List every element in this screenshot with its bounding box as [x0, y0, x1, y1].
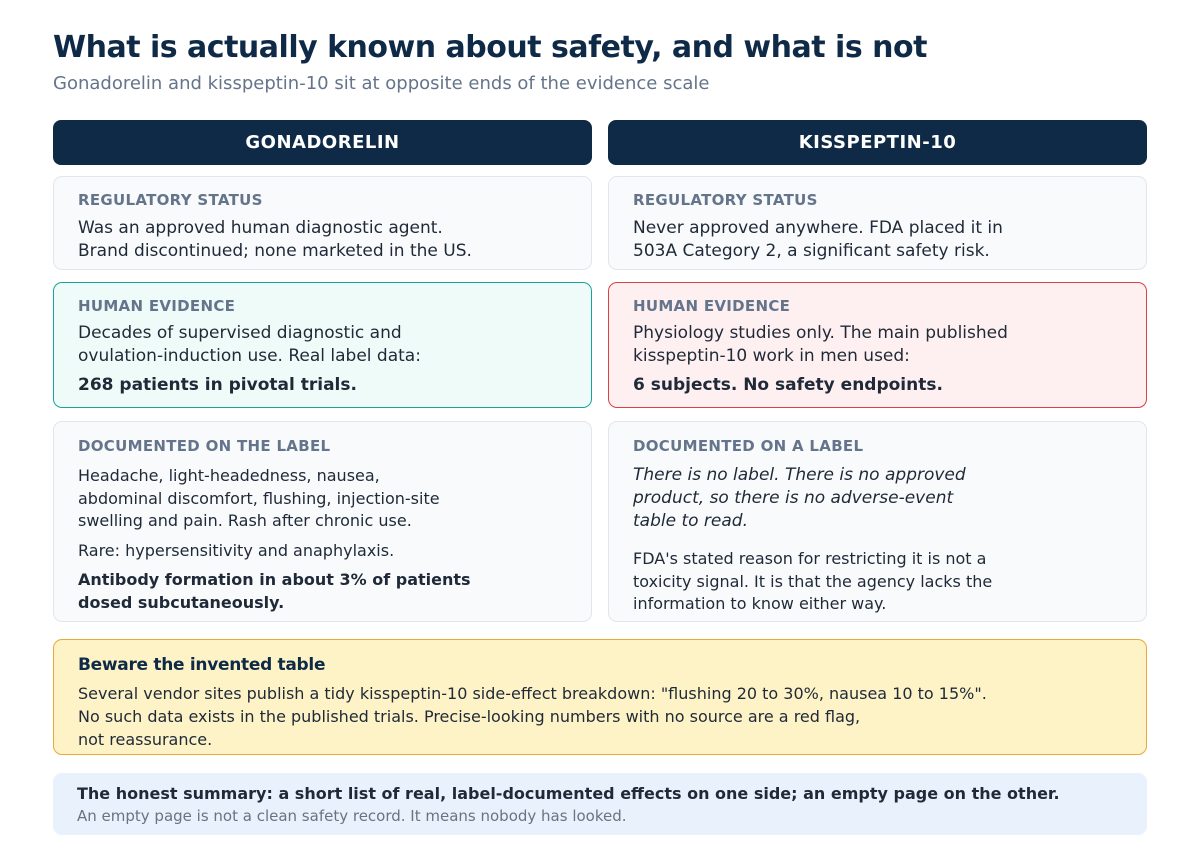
card-italic-text: product, so there is no adverse-event	[633, 488, 954, 508]
card-label: DOCUMENTED ON A LABEL	[633, 437, 864, 455]
card-text: Physiology studies only. The main published	[633, 323, 1008, 343]
card-text: Was an approved human diagnostic agent.	[78, 218, 443, 238]
card-highlight: Antibody formation in about 3% of patients	[78, 570, 471, 589]
warning-text: not reassurance.	[78, 730, 213, 749]
card-text: swelling and pain. Rash after chronic use.	[78, 511, 412, 530]
warning-text: Several vendor sites publish a tidy kisspeptin-10 side-effect breakdown: "flushing 20 to 30%, nausea 10 to 15%".	[78, 684, 987, 703]
card-highlight: 6 subjects. No safety endpoints.	[633, 375, 943, 395]
card-text: Never approved anywhere. FDA placed it in	[633, 218, 1003, 238]
card-italic-text: There is no label. There is no approved	[633, 465, 966, 485]
card-highlight: 268 patients in pivotal trials.	[78, 375, 357, 395]
card-text: FDA's stated reason for restricting it is not a	[633, 549, 987, 568]
warning-title: Beware the invented table	[78, 655, 326, 675]
column-header-gonadorelin: GONADORELIN	[53, 120, 592, 165]
card-text: Headache, light-headedness, nausea,	[78, 466, 380, 485]
kisspeptin-regulatory-card	[608, 176, 1147, 270]
summary-headline: The honest summary: a short list of real, label-documented effects on one side; an empty page on the other.	[77, 784, 1060, 803]
card-text: 503A Category 2, a significant safety risk.	[633, 241, 990, 261]
gonadorelin-evidence-card	[53, 282, 592, 408]
card-label: REGULATORY STATUS	[633, 191, 818, 209]
page-title: What is actually known about safety, and what is not	[53, 30, 927, 65]
card-label: REGULATORY STATUS	[78, 191, 263, 209]
card-text: information to know either way.	[633, 594, 887, 613]
card-text: kisspeptin-10 work in men used:	[633, 346, 910, 366]
card-label: HUMAN EVIDENCE	[633, 297, 791, 315]
page-subtitle: Gonadorelin and kisspeptin-10 sit at opposite ends of the evidence scale	[53, 73, 710, 94]
card-text: Brand discontinued; none marketed in the US.	[78, 241, 472, 261]
warning-text: No such data exists in the published trials. Precise-looking numbers with no source are a red flag,	[78, 707, 861, 726]
summary-callout	[53, 773, 1147, 835]
kisspeptin-evidence-card	[608, 282, 1147, 408]
card-text: abdominal discomfort, flushing, injection-site	[78, 488, 440, 508]
summary-subtext: An empty page is not a clean safety record. It means nobody has looked.	[77, 807, 627, 825]
warning-callout	[53, 639, 1147, 755]
card-label: DOCUMENTED ON THE LABEL	[78, 437, 331, 455]
card-text: Rare: hypersensitivity and anaphylaxis.	[78, 540, 395, 560]
card-highlight: dosed subcutaneously.	[78, 592, 285, 612]
card-text: ovulation-induction use. Real label data:	[78, 346, 421, 366]
card-text: Decades of supervised diagnostic and	[78, 323, 402, 343]
column-header-kisspeptin: KISSPEPTIN-10	[608, 120, 1147, 165]
card-italic-text: table to read.	[633, 511, 748, 531]
gonadorelin-label-card	[53, 421, 592, 622]
card-text: toxicity signal. It is that the agency lacks the	[633, 571, 993, 591]
card-label: HUMAN EVIDENCE	[78, 297, 236, 315]
gonadorelin-regulatory-card	[53, 176, 592, 270]
kisspeptin-label-card	[608, 421, 1147, 622]
